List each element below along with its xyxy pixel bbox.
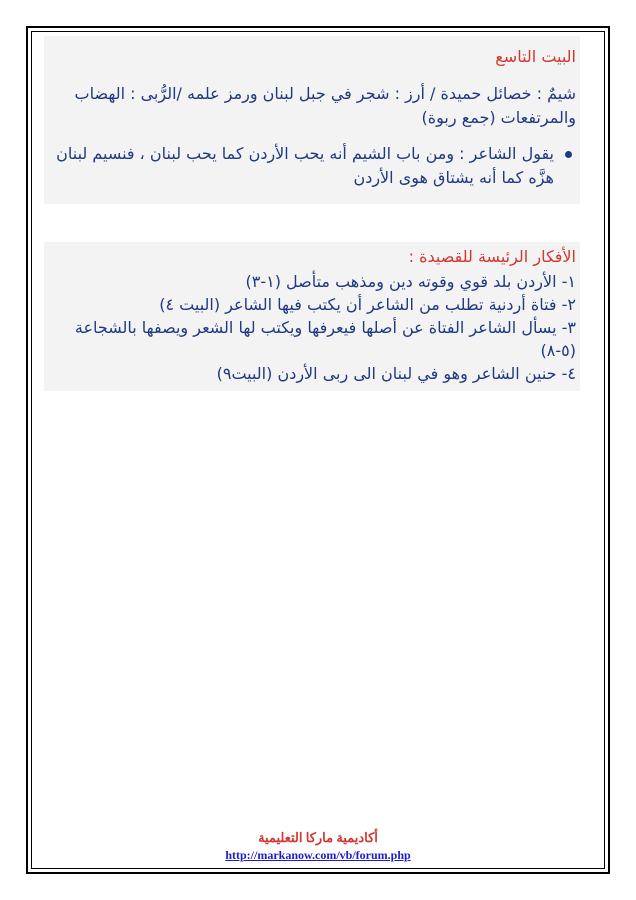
page-content bbox=[44, 36, 580, 391]
main-idea-item: ٣- يسأل الشاعر الفتاة عن أصلها فيعرفها ويكتب لها الشعر ويصفها بالشجاعة (٥-٨) bbox=[74, 318, 576, 360]
section-title: البيت التاسع bbox=[495, 47, 576, 66]
footer-academy-name: أكاديمية ماركا التعليمية bbox=[258, 830, 378, 845]
main-ideas-title: الأفكار الرئيسة للقصيدة : bbox=[408, 247, 576, 266]
vocabulary-text: شيمٌ : خصائل حميدة / أرز : شجر في جبل لبنان ورمز علمه /الرُّبى : الهضاب والمرتفعات (جمع ربوة) bbox=[74, 84, 576, 127]
main-ideas-list bbox=[48, 270, 576, 385]
explanation-text: يقول الشاعر : ومن باب الشيم أنه يحب الأردن كما يحب لبنان ، فنسيم لبنان هزَّه كما أنه يشتاق هوى الأردن bbox=[56, 144, 554, 187]
main-idea-item: ٤- حنين الشاعر وهو في لبنان الى ربى الأردن (البيت٩) bbox=[216, 364, 576, 383]
main-ideas-section bbox=[44, 242, 580, 391]
main-idea-item: ١- الأردن بلد قوي وقوته دين ومذهب متأصل (١-٣) bbox=[245, 272, 576, 291]
verse-nine-section bbox=[44, 36, 580, 204]
main-idea-item: ٢- فتاة أردنية تطلب من الشاعر أن يكتب فيها الشاعر (البيت ٤) bbox=[159, 295, 576, 314]
explanation-list bbox=[48, 142, 576, 190]
explanation-item bbox=[48, 142, 576, 190]
footer-forum-link[interactable]: http://markanow.com/vb/forum.php bbox=[225, 848, 411, 862]
bullet-icon bbox=[565, 151, 572, 158]
